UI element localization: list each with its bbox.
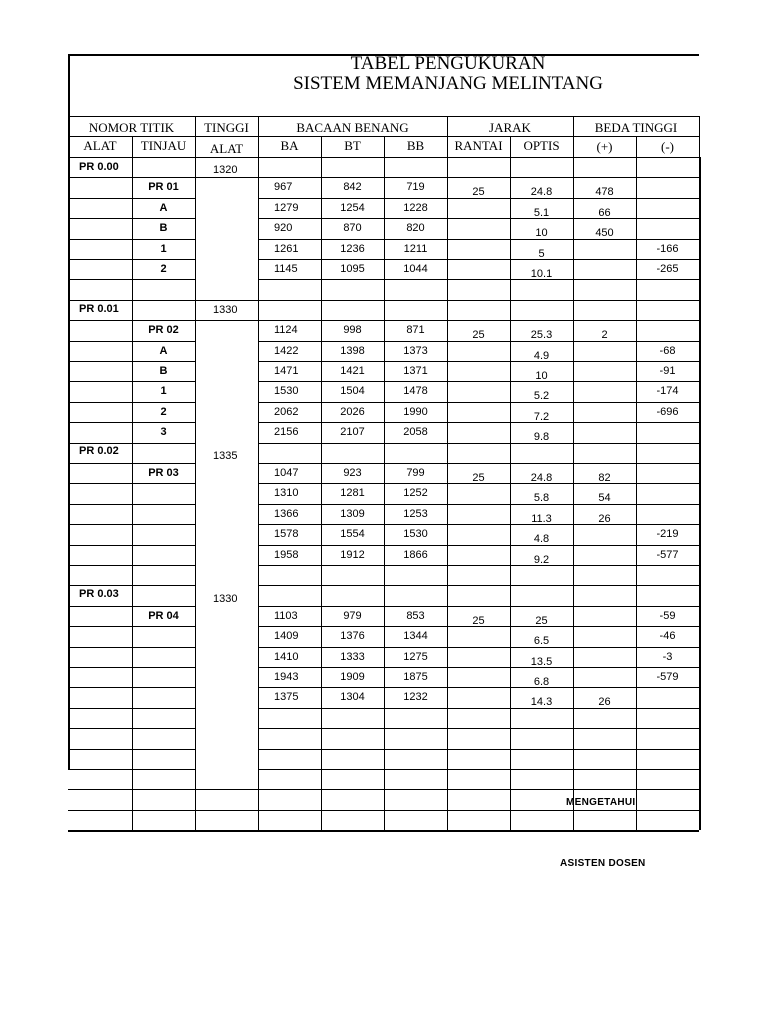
grid-vline — [132, 157, 133, 830]
cell-bb: 1373 — [403, 344, 428, 357]
cell-minus: -166 — [656, 242, 679, 255]
cell-tinjau: PR 01 — [148, 181, 179, 194]
footer-asisten-dosen: ASISTEN DOSEN — [560, 858, 646, 869]
cell-bt: 842 — [343, 181, 362, 194]
station-alat-1: PR 0.01 — [79, 303, 119, 315]
cell-bb: 719 — [406, 181, 425, 194]
cell-tinjau: A — [159, 344, 168, 357]
footer-mengetahui: MENGETAHUI — [566, 797, 636, 808]
grid-hline — [258, 585, 699, 586]
cell-optis: 7.2 — [533, 410, 550, 423]
cell-minus: -59 — [659, 609, 676, 622]
cell-tinjau: PR 03 — [148, 467, 179, 479]
cell-minus: -579 — [656, 671, 679, 683]
cell-bt: 1504 — [340, 385, 365, 398]
cell-plus: 54 — [598, 492, 611, 505]
cell-bb: 1252 — [403, 487, 428, 500]
grid-vline — [447, 116, 448, 157]
cell-bt: 2107 — [340, 426, 365, 439]
grid-hline — [258, 606, 699, 607]
cell-bt: 1376 — [340, 630, 365, 643]
cell-ba: 1410 — [274, 650, 299, 663]
cell-minus: -265 — [656, 263, 679, 275]
cell-optis: 25.3 — [530, 329, 553, 342]
grid-hline — [258, 320, 699, 321]
cell-ba: 2062 — [274, 405, 299, 418]
grid-hline — [258, 443, 699, 444]
cell-optis: 4.8 — [533, 533, 550, 546]
cell-rantai: 25 — [472, 186, 485, 199]
cell-bb: 799 — [406, 467, 425, 479]
cell-bb: 1232 — [403, 691, 428, 704]
cell-bt: 1554 — [340, 528, 365, 541]
header-tinggi: TINGGI — [204, 120, 249, 135]
cell-optis: 6.8 — [533, 676, 550, 688]
cell-minus: -68 — [659, 344, 676, 357]
cell-plus: 82 — [598, 472, 611, 484]
cell-bb: 2058 — [403, 426, 428, 439]
header-jarak: JARAK — [489, 120, 531, 135]
cell-ba: 1047 — [274, 467, 299, 479]
cell-bb: 1866 — [403, 548, 428, 561]
cell-tinjau: A — [159, 201, 168, 214]
grid-hline — [258, 422, 699, 423]
grid-hline — [195, 177, 258, 178]
header-bb: BB — [406, 138, 425, 153]
cell-plus: 26 — [598, 696, 611, 709]
cell-minus: -219 — [656, 528, 679, 541]
cell-rantai: 25 — [472, 614, 485, 627]
cell-optis: 6.5 — [533, 635, 550, 648]
cell-optis: 14.3 — [530, 696, 553, 709]
cell-optis: 5.2 — [533, 390, 550, 403]
cell-minus: -3 — [662, 650, 673, 663]
grid-vline — [699, 157, 701, 830]
cell-bt: 979 — [343, 609, 362, 622]
header-minus: (-) — [661, 139, 674, 154]
cell-plus: 2 — [601, 329, 608, 342]
cell-tinjau: 2 — [160, 405, 167, 418]
table-subtitle: SISTEM MEMANJANG MELINTANG — [293, 73, 603, 94]
cell-bb: 1371 — [403, 365, 428, 377]
cell-minus: -46 — [659, 630, 676, 643]
cell-rantai: 25 — [472, 472, 485, 484]
cell-optis: 5.8 — [533, 492, 550, 505]
grid-hline — [195, 789, 258, 790]
cell-bb: 1478 — [403, 385, 428, 398]
grid-hline — [258, 402, 699, 403]
header-tinggi-alat: ALAT — [209, 141, 244, 156]
grid-hline — [258, 667, 699, 668]
cell-bt: 1909 — [340, 671, 365, 683]
grid-hline — [68, 830, 699, 832]
cell-plus: 450 — [595, 227, 614, 240]
cell-bt: 1309 — [340, 507, 365, 520]
grid-vline — [510, 136, 511, 157]
cell-bb: 1044 — [403, 263, 428, 275]
station-tinggi-2: 1335 — [213, 450, 238, 462]
cell-minus: -174 — [656, 385, 679, 398]
station-alat-3: PR 0.03 — [79, 588, 119, 600]
cell-ba: 1578 — [274, 528, 299, 541]
grid-hline — [258, 381, 699, 382]
cell-optis: 10 — [535, 370, 548, 382]
grid-hline — [195, 300, 258, 301]
grid-hline — [258, 769, 699, 770]
cell-bb: 1275 — [403, 650, 428, 663]
cell-optis: 9.2 — [533, 553, 550, 566]
cell-bb: 1211 — [403, 242, 428, 255]
cell-tinjau: 2 — [160, 263, 167, 275]
grid-hline — [258, 687, 699, 688]
cell-bb: 853 — [406, 609, 425, 622]
cell-ba: 920 — [274, 222, 293, 235]
cell-bt: 998 — [343, 324, 362, 337]
cell-ba: 1145 — [274, 263, 298, 275]
cell-bb: 1344 — [403, 630, 428, 643]
station-tinggi-0: 1320 — [213, 164, 238, 176]
header-beda-tinggi: BEDA TINGGI — [594, 120, 678, 135]
header-tinjau: TINJAU — [140, 138, 187, 153]
cell-ba: 1124 — [274, 324, 298, 337]
header-optis: OPTIS — [523, 138, 560, 153]
cell-ba: 1366 — [274, 507, 299, 520]
cell-bt: 1333 — [340, 650, 365, 663]
cell-ba: 1103 — [274, 609, 298, 622]
cell-rantai: 25 — [472, 329, 485, 342]
cell-bb: 1253 — [403, 507, 428, 520]
grid-vline — [636, 157, 637, 830]
grid-hline — [258, 463, 699, 464]
cell-optis: 10 — [535, 227, 548, 240]
grid-vline — [699, 116, 700, 157]
station-alat-0: PR 0.00 — [79, 161, 119, 173]
cell-bt: 1254 — [340, 201, 365, 214]
cell-optis: 25 — [535, 614, 548, 627]
header-bacaan-benang: BACAAN BENANG — [296, 120, 409, 135]
cell-ba: 1409 — [274, 630, 299, 643]
cell-bt: 870 — [343, 222, 362, 235]
cell-ba: 1375 — [274, 691, 299, 704]
grid-hline — [258, 647, 699, 648]
cell-optis: 4.9 — [533, 349, 550, 362]
cell-bt: 1281 — [340, 487, 365, 500]
cell-tinjau: 1 — [160, 242, 167, 255]
grid-hline — [258, 361, 699, 362]
cell-ba: 1530 — [274, 385, 299, 398]
grid-vline — [573, 116, 574, 157]
grid-hline — [258, 259, 699, 260]
table-title: TABEL PENGUKURAN — [350, 53, 546, 74]
grid-hline — [258, 300, 699, 301]
header-nomor-titik: NOMOR TITIK — [88, 120, 175, 135]
grid-hline — [68, 116, 699, 117]
grid-hline — [258, 545, 699, 546]
grid-vline — [447, 157, 448, 830]
cell-ba: 1958 — [274, 548, 299, 561]
cell-bt: 1912 — [340, 548, 365, 561]
station-tinggi-1: 1330 — [213, 304, 238, 316]
cell-ba: 1943 — [274, 671, 299, 683]
cell-ba: 1279 — [274, 201, 299, 214]
grid-hline — [258, 565, 699, 566]
measurement-sheet — [68, 54, 699, 770]
cell-bt: 2026 — [340, 405, 365, 418]
grid-hline — [258, 789, 699, 790]
cell-bb: 1530 — [403, 528, 428, 541]
cell-minus: -696 — [656, 405, 679, 418]
grid-hline — [195, 320, 258, 321]
cell-bb: 871 — [406, 324, 425, 337]
grid-hline — [258, 177, 699, 178]
cell-optis: 13.5 — [530, 655, 553, 668]
cell-ba: 1310 — [274, 487, 299, 500]
cell-tinjau: B — [159, 365, 168, 377]
grid-hline — [258, 749, 699, 750]
cell-bb: 820 — [406, 222, 425, 235]
cell-tinjau: PR 04 — [148, 609, 179, 622]
cell-bt: 1398 — [340, 344, 365, 357]
grid-vline — [321, 136, 322, 157]
grid-hline — [195, 810, 258, 811]
cell-plus: 478 — [595, 186, 614, 199]
cell-bt: 1095 — [340, 263, 365, 275]
cell-optis: 5.1 — [533, 206, 550, 219]
cell-ba: 1471 — [274, 365, 299, 377]
cell-plus: 66 — [598, 206, 611, 219]
cell-minus: -577 — [656, 548, 679, 561]
cell-bt: 923 — [343, 467, 362, 479]
grid-hline — [258, 279, 699, 280]
cell-bt: 1236 — [340, 242, 365, 255]
grid-vline — [258, 157, 259, 830]
header-ba: BA — [280, 138, 299, 153]
cell-optis: 11.3 — [531, 512, 552, 525]
cell-ba: 967 — [274, 181, 293, 194]
grid-vline — [636, 136, 637, 157]
grid-vline — [258, 116, 259, 157]
station-tinggi-3: 1330 — [213, 593, 238, 605]
cell-bb: 1875 — [403, 671, 428, 683]
cell-optis: 10.1 — [530, 268, 553, 280]
cell-tinjau: B — [159, 222, 168, 235]
cell-tinjau: 3 — [160, 426, 167, 439]
cell-minus: -91 — [659, 365, 676, 377]
grid-vline — [384, 136, 385, 157]
station-alat-2: PR 0.02 — [79, 445, 119, 457]
grid-vline — [132, 136, 133, 157]
cell-optis: 9.8 — [533, 431, 550, 444]
header-rantai: RANTAI — [454, 138, 503, 153]
cell-optis: 5 — [538, 247, 545, 260]
grid-hline — [258, 728, 699, 729]
grid-vline — [195, 116, 196, 157]
header-plus: (+) — [596, 139, 613, 154]
left-border — [68, 54, 70, 770]
grid-hline — [258, 810, 699, 811]
cell-plus: 26 — [598, 512, 611, 525]
cell-optis: 24.8 — [530, 472, 553, 484]
header-alat: ALAT — [83, 138, 117, 153]
cell-bt: 1421 — [340, 365, 365, 377]
cell-ba: 1422 — [274, 344, 299, 357]
cell-optis: 24.8 — [530, 186, 553, 199]
cell-ba: 1261 — [274, 242, 299, 255]
cell-ba: 2156 — [274, 426, 299, 439]
cell-tinjau: 1 — [160, 385, 167, 398]
cell-bb: 1990 — [403, 405, 428, 418]
cell-tinjau: PR 02 — [148, 324, 179, 337]
grid-vline — [195, 157, 196, 830]
header-bt: BT — [344, 138, 361, 153]
cell-bb: 1228 — [403, 201, 428, 214]
cell-bt: 1304 — [340, 691, 365, 704]
